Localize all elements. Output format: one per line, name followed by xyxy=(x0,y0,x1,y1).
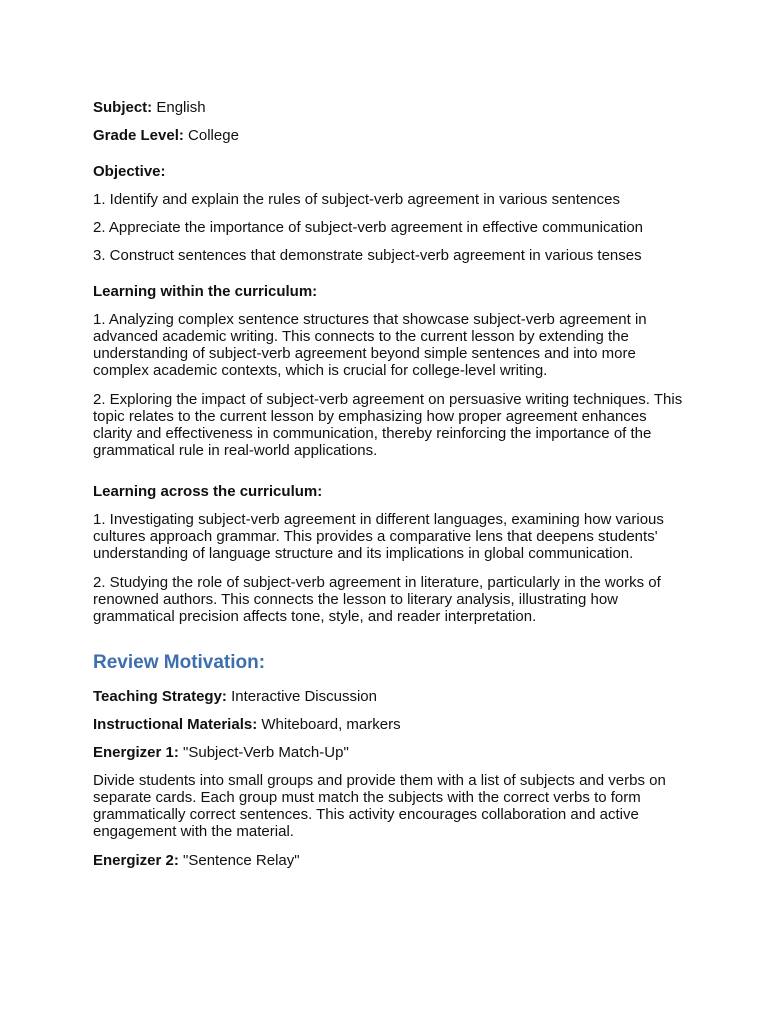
grade-label: Grade Level: xyxy=(93,127,184,144)
energizer-1-value: "Subject-Verb Match-Up" xyxy=(183,744,349,761)
objective-item: 3. Construct sentences that demonstrate subject-verb agreement in various tenses xyxy=(93,247,642,264)
document-page xyxy=(93,99,683,880)
teaching-strategy-label: Teaching Strategy: xyxy=(93,688,227,705)
subject-line xyxy=(93,99,683,116)
within-curriculum-heading: Learning within the curriculum: xyxy=(93,283,318,300)
objective-item: 2. Appreciate the importance of subject-verb agreement in effective communication xyxy=(93,219,644,236)
energizer-2-value: "Sentence Relay" xyxy=(183,852,300,869)
grade-line xyxy=(93,127,683,144)
energizer-2-line xyxy=(93,852,683,869)
review-motivation-heading: Review Motivation: xyxy=(93,652,266,673)
objective-item: 1. Identify and explain the rules of subject-verb agreement in various sentences xyxy=(93,191,620,208)
within-curriculum-item: 1. Analyzing complex sentence structures that showcase subject-verb agreement in advanced academic writing. This connects to the current lesson by extending the understanding of subject-verb agreement beyond simple sentences and into more complex academic contexts, which is crucial for college-level writing. xyxy=(93,311,647,379)
energizer-1-label: Energizer 1: xyxy=(93,744,179,761)
energizer-2-label: Energizer 2: xyxy=(93,852,179,869)
energizer-1-description: Divide students into small groups and provide them with a list of subjects and verbs on separate cards. Each group must match the subjects with the correct verbs to form grammatically correct sentences. This activity encourages collaboration and active engagement with the material. xyxy=(93,772,666,840)
energizer-1-line xyxy=(93,744,683,761)
teaching-strategy-value: Interactive Discussion xyxy=(231,688,377,705)
teaching-strategy-line xyxy=(93,688,683,705)
across-curriculum-heading: Learning across the curriculum: xyxy=(93,483,323,500)
subject-value: English xyxy=(156,99,206,116)
instructional-materials-label: Instructional Materials: xyxy=(93,716,258,733)
across-curriculum-item: 1. Investigating subject-verb agreement in different languages, examining how various cultures approach grammar. This provides a comparative lens that deepens students' understanding of language structure and its implications in global communication. xyxy=(93,511,664,562)
instructional-materials-value: Whiteboard, markers xyxy=(261,716,401,733)
across-curriculum-item: 2. Studying the role of subject-verb agreement in literature, particularly in the works of renowned authors. This connects the lesson to literary analysis, illustrating how grammatical precision affects tone, style, and reader interpretation. xyxy=(93,574,661,625)
instructional-materials-line xyxy=(93,716,683,733)
within-curriculum-item: 2. Exploring the impact of subject-verb agreement on persuasive writing techniques. This topic relates to the current lesson by emphasizing how proper agreement enhances clarity and effectiveness in communication, thereby reinforcing the importance of the grammatical rule in real-world applications. xyxy=(93,391,683,459)
objective-heading: Objective: xyxy=(93,163,166,180)
subject-label: Subject: xyxy=(93,99,153,116)
grade-value: College xyxy=(188,127,239,144)
